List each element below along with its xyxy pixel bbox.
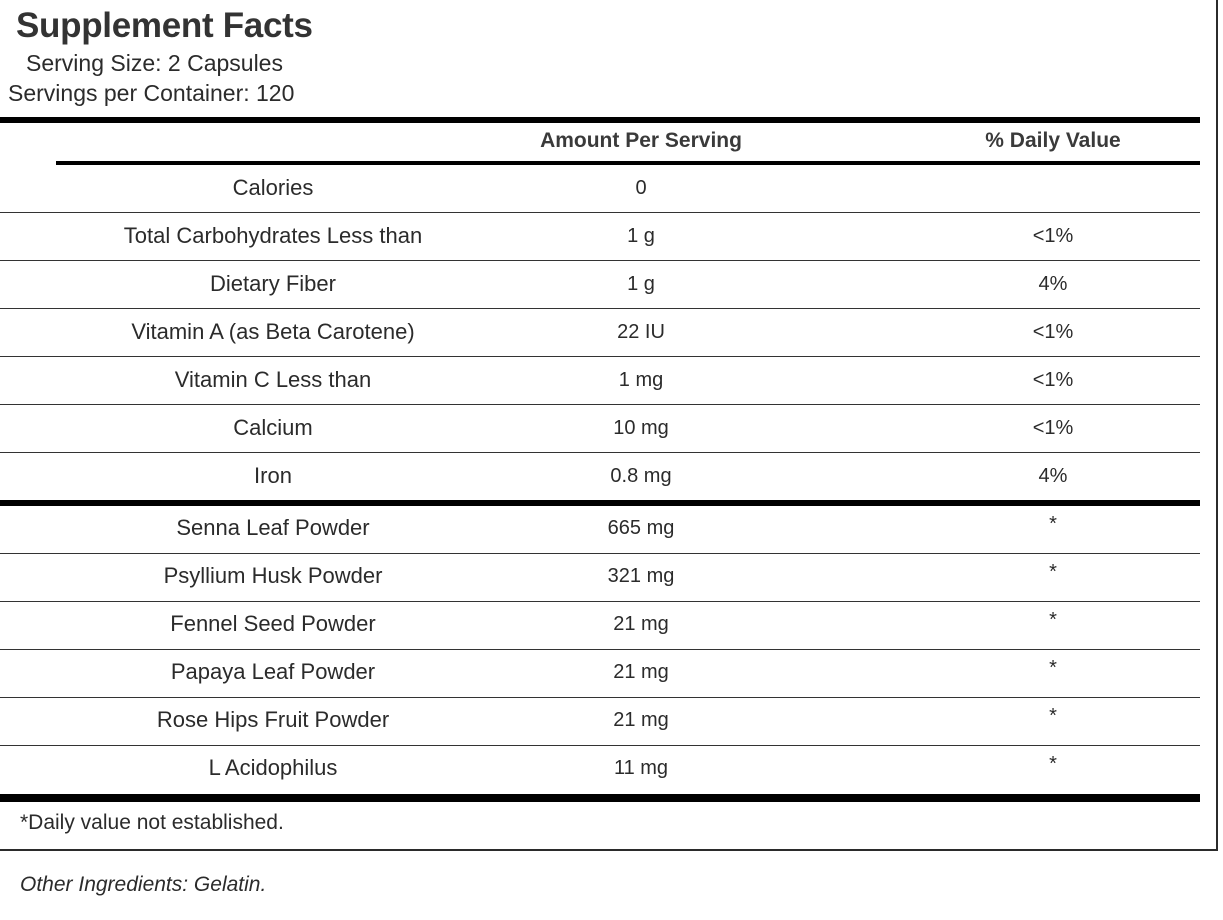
nutrient-name: Vitamin A (as Beta Carotene)	[131, 319, 415, 344]
daily-value-footnote: *Daily value not established.	[20, 811, 284, 834]
nutrient-daily-value: <1%	[1032, 225, 1074, 247]
nutrient-daily-value: <1%	[1032, 321, 1074, 343]
column-header-amount: Amount Per Serving	[540, 129, 742, 152]
ingredient-name: Senna Leaf Powder	[176, 515, 370, 540]
ingredient-amount: 21 mg	[613, 661, 669, 683]
nutrient-name: Calcium	[233, 415, 313, 440]
ingredient-amount: 665 mg	[607, 517, 675, 539]
nutrient-name: Vitamin C Less than	[174, 367, 372, 392]
nutrient-daily-value: <1%	[1032, 369, 1074, 391]
servings-per-container: Servings per Container: 120	[8, 80, 295, 106]
nutrient-amount: 0.8 mg	[610, 465, 672, 487]
ingredient-amount: 21 mg	[613, 613, 669, 635]
nutrient-daily-value: 4%	[1038, 465, 1068, 487]
nutrient-name: Dietary Fiber	[210, 271, 336, 296]
ingredient-daily-value: *	[1049, 513, 1057, 535]
nutrient-name: Iron	[254, 463, 292, 488]
nutrient-daily-value	[910, 164, 1196, 212]
ingredient-daily-value: *	[1049, 561, 1057, 583]
nutrient-amount: 1 mg	[618, 369, 664, 391]
nutrient-name: Total Carbohydrates Less than	[123, 223, 423, 248]
ingredient-amount: 321 mg	[607, 565, 675, 587]
nutrient-daily-value: 4%	[1038, 273, 1068, 295]
nutrient-amount: 0	[635, 177, 647, 199]
ingredient-name: L Acidophilus	[208, 755, 338, 780]
nutrient-amount: 1 g	[627, 225, 655, 247]
nutrient-amount: 1 g	[627, 273, 655, 295]
heavy-divider-bottom	[510, 794, 1200, 802]
nutrient-amount: 10 mg	[613, 417, 669, 439]
ingredient-amount: 21 mg	[613, 709, 669, 731]
heavy-divider-bottom	[0, 794, 510, 802]
serving-size: Serving Size: 2 Capsules	[26, 50, 283, 76]
nutrient-daily-value: <1%	[1032, 417, 1074, 439]
column-header-daily-value: % Daily Value	[985, 129, 1121, 152]
nutrient-amount: 22 IU	[617, 321, 665, 343]
heavy-divider-top	[0, 117, 1200, 123]
ingredient-amount: 11 mg	[613, 757, 669, 779]
other-ingredients: Other Ingredients: Gelatin.	[20, 873, 267, 896]
ingredient-daily-value: *	[1049, 657, 1057, 679]
ingredient-daily-value: *	[1049, 705, 1057, 727]
ingredient-daily-value: *	[1049, 609, 1057, 631]
ingredient-name: Papaya Leaf Powder	[170, 659, 376, 684]
ingredient-name: Psyllium Husk Powder	[163, 563, 383, 588]
ingredient-daily-value: *	[1049, 753, 1057, 775]
ingredient-name: Fennel Seed Powder	[170, 611, 376, 636]
nutrient-name: Calories	[232, 175, 314, 200]
panel-title: Supplement Facts	[16, 6, 313, 45]
ingredient-name: Rose Hips Fruit Powder	[156, 707, 390, 732]
